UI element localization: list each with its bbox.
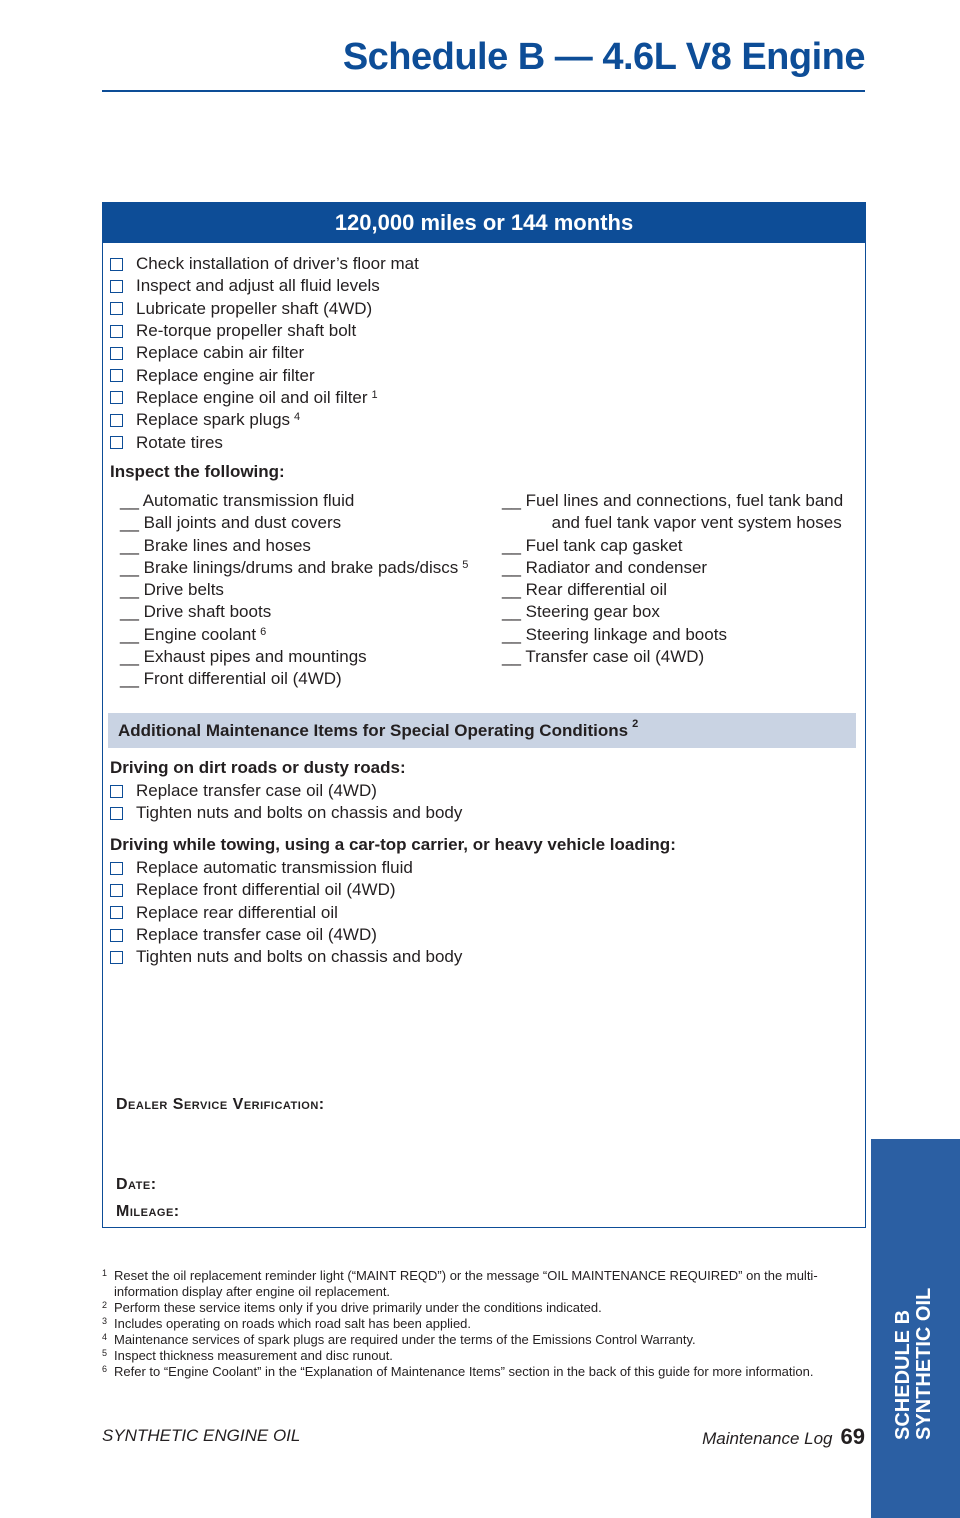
inspect-item[interactable]: __ Fuel tank cap gasket bbox=[502, 535, 683, 555]
inspect-item[interactable]: __ Drive belts bbox=[120, 580, 224, 600]
dealer-verification-label: Dealer Service Verification: bbox=[116, 1096, 325, 1113]
inspect-item[interactable]: __ Steering linkage and boots bbox=[502, 624, 727, 644]
checklist-item[interactable]: Lubricate propeller shaft (4WD) bbox=[110, 298, 419, 320]
inspect-item[interactable]: __ Fuel lines and connections, fuel tank band bbox=[502, 491, 844, 510]
inspect-item[interactable]: __ Ball joints and dust covers bbox=[120, 513, 342, 533]
checklist-item[interactable]: Replace engine oil and oil filter $^1$ bbox=[110, 387, 419, 409]
checkbox-icon[interactable] bbox=[110, 325, 123, 338]
checkbox-icon[interactable] bbox=[110, 302, 123, 315]
towing-heading: Driving while towing, using a car-top carrier, or heavy vehicle loading: bbox=[110, 835, 676, 854]
inspect-item[interactable]: __ Radiator and condenser bbox=[502, 557, 708, 577]
footer-section-label: SYNTHETIC ENGINE OIL bbox=[102, 1426, 301, 1445]
footnote: 1 Reset the oil replacement reminder light (“MAINT REQD”) or the message “OIL MAINTENANCE REQUIRED” on the multi-information display after engine oil replacement. bbox=[102, 1268, 818, 1299]
checklist-item[interactable]: Rotate tires bbox=[110, 431, 419, 453]
checklist-item[interactable]: Replace transfer case oil (4WD) bbox=[110, 780, 462, 802]
inspect-heading: Inspect the following: bbox=[110, 462, 285, 481]
footnote-ref: 1 bbox=[371, 388, 378, 401]
inspect-item[interactable]: __ Transfer case oil (4WD) bbox=[502, 647, 705, 667]
checklist-item[interactable]: Replace engine air filter bbox=[110, 364, 419, 386]
checkbox-icon[interactable] bbox=[110, 951, 123, 964]
inspect-item[interactable]: __ Brake lines and hoses bbox=[120, 535, 311, 555]
inspect-item[interactable]: __ Exhaust pipes and mountings bbox=[120, 647, 367, 667]
footnote: 3 Includes operating on roads which road salt has been applied. bbox=[102, 1316, 472, 1331]
footnotes bbox=[102, 1268, 862, 1380]
footnote: 6 Refer to “Engine Coolant” in the “Explanation of Maintenance Items” section in the back of this guide for more information. bbox=[102, 1364, 814, 1379]
inspect-item-continued: and fuel tank vapor vent system hoses bbox=[528, 513, 842, 533]
page-number: 69 bbox=[840, 1424, 865, 1449]
inspect-list-left bbox=[120, 490, 468, 691]
footnote: 4 Maintenance services of spark plugs are required under the terms of the Emissions Control Warranty. bbox=[102, 1332, 696, 1347]
checklist-item[interactable]: Check installation of driver’s floor mat bbox=[110, 253, 419, 275]
checkbox-icon[interactable] bbox=[110, 391, 123, 404]
footer-log-label: Maintenance Log bbox=[702, 1429, 833, 1448]
checklist-item[interactable]: Inspect and adjust all fluid levels bbox=[110, 275, 419, 297]
footnote: 5 Inspect thickness measurement and disc runout. bbox=[102, 1348, 393, 1363]
checkbox-icon[interactable] bbox=[110, 906, 123, 919]
footnote: 2 Perform these service items only if you drive primarily under the conditions indicated. bbox=[102, 1300, 602, 1315]
inspect-item[interactable]: __ Steering gear box bbox=[502, 602, 660, 622]
checklist-item[interactable]: Tighten nuts and bolts on chassis and body bbox=[110, 802, 462, 824]
footer-right bbox=[702, 1424, 865, 1450]
checkbox-icon[interactable] bbox=[110, 884, 123, 897]
inspect-item[interactable]: __ Brake linings/drums and brake pads/discs $^5$ bbox=[120, 557, 469, 577]
checklist-item[interactable]: Replace spark plugs $^4$ bbox=[110, 409, 419, 431]
inspect-item[interactable]: __ Automatic transmission fluid bbox=[120, 491, 355, 510]
inspect-item[interactable]: __ Engine coolant $^6$ bbox=[120, 624, 267, 644]
checkbox-icon[interactable] bbox=[110, 807, 123, 820]
mileage-label: Mileage: bbox=[116, 1203, 180, 1220]
checkbox-icon[interactable] bbox=[110, 414, 123, 427]
inspect-item[interactable]: __ Drive shaft boots bbox=[120, 602, 272, 622]
interval-heading: 120,000 miles or 144 months bbox=[103, 203, 865, 243]
checkbox-icon[interactable] bbox=[110, 280, 123, 293]
inspect-item[interactable]: __ Front differential oil (4WD) bbox=[120, 669, 342, 689]
checklist-item[interactable]: Replace rear differential oil bbox=[110, 902, 462, 924]
dirt-roads-heading: Driving on dirt roads or dusty roads: bbox=[110, 758, 406, 777]
footnote-ref: 6 bbox=[260, 625, 267, 638]
service-checklist bbox=[110, 253, 419, 454]
checkbox-icon[interactable] bbox=[110, 862, 123, 875]
checklist-item[interactable]: Replace cabin air filter bbox=[110, 342, 419, 364]
checklist-item[interactable]: Re-torque propeller shaft bolt bbox=[110, 320, 419, 342]
checklist-item[interactable]: Replace transfer case oil (4WD) bbox=[110, 924, 462, 946]
page-title: Schedule B — 4.6L V8 Engine bbox=[342, 36, 865, 78]
footnote-ref: 4 bbox=[294, 411, 301, 424]
checkbox-icon[interactable] bbox=[110, 785, 123, 798]
inspect-item[interactable]: __ Rear differential oil bbox=[502, 580, 668, 600]
checkbox-icon[interactable] bbox=[110, 258, 123, 271]
checkbox-icon[interactable] bbox=[110, 929, 123, 942]
footnote-ref: 2 bbox=[632, 718, 639, 730]
additional-items-band bbox=[108, 713, 856, 748]
towing-checklist bbox=[110, 857, 462, 968]
side-tab-label: SCHEDULE B SYNTHETIC OIL bbox=[892, 1287, 935, 1440]
checkbox-icon[interactable] bbox=[110, 436, 123, 449]
footnote-ref: 5 bbox=[462, 558, 469, 571]
title-divider bbox=[102, 90, 865, 92]
additional-heading: Additional Maintenance Items for Special Operating Conditions bbox=[118, 721, 629, 740]
checklist-item[interactable]: Tighten nuts and bolts on chassis and body bbox=[110, 946, 462, 968]
maintenance-panel bbox=[102, 202, 866, 1228]
dirt-roads-checklist bbox=[110, 780, 462, 825]
checklist-item[interactable]: Replace automatic transmission fluid bbox=[110, 857, 462, 879]
checklist-item[interactable]: Replace front differential oil (4WD) bbox=[110, 879, 462, 901]
checkbox-icon[interactable] bbox=[110, 369, 123, 382]
date-label: Date: bbox=[116, 1176, 157, 1193]
checkbox-icon[interactable] bbox=[110, 347, 123, 360]
inspect-list-right bbox=[502, 490, 843, 668]
